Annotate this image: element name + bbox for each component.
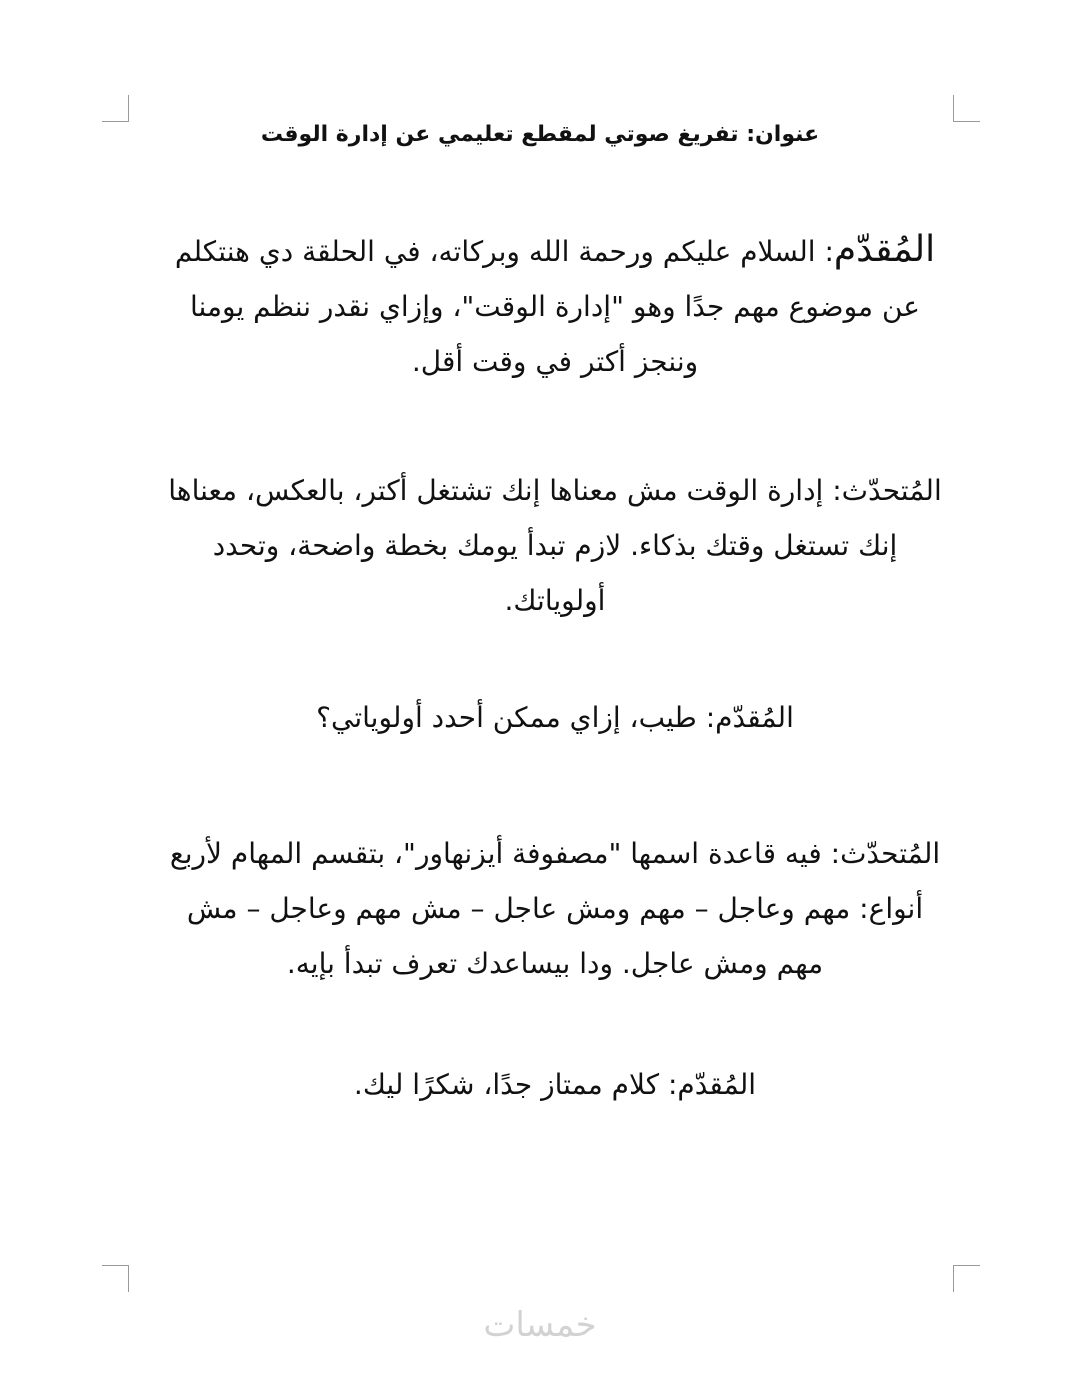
paragraph-text: : فيه قاعدة اسمها "مصفوفة أيزنهاور"، بتقسم المهام لأربع أنواع: مهم وعاجل – مهم ومش عاجل – مش مهم وعاجل – مش مهم ومش عاجل. ودا بيساعدك تعرف تبدأ بإيه. bbox=[169, 837, 924, 980]
speaker-label: المُقدّم bbox=[715, 701, 794, 734]
paragraph-text: : إدارة الوقت مش معناها إنك تشتغل أكتر، بالعكس، معناها إنك تستغل وقتك بذكاء. لازم تبدأ يومك بخطة واضحة، وتحدد أولوياتك. bbox=[168, 474, 898, 617]
transcript-paragraph bbox=[160, 826, 950, 991]
paragraph-text: : كلام ممتاز جدًا، شكرًا ليك. bbox=[353, 1068, 678, 1101]
crop-mark-top-right bbox=[953, 95, 980, 122]
transcript-paragraph bbox=[160, 1057, 950, 1112]
transcript-paragraph bbox=[160, 463, 950, 628]
speaker-label: المُقدّم bbox=[677, 1068, 757, 1101]
paragraph-text: : طيب، إزاي ممكن أحدد أولوياتي؟ bbox=[316, 701, 716, 734]
transcript-paragraph bbox=[160, 690, 950, 745]
speaker-label: المُتحدّث bbox=[841, 474, 942, 507]
speaker-label: المُتحدّث bbox=[840, 837, 941, 870]
watermark-logo: خمسات bbox=[483, 1305, 597, 1345]
crop-mark-bottom-right bbox=[953, 1265, 980, 1292]
speaker-label: المُقدّم bbox=[833, 229, 936, 270]
transcript-paragraph bbox=[160, 222, 950, 389]
crop-mark-top-left bbox=[102, 95, 129, 122]
document-title: عنوان: تفريغ صوتي لمقطع تعليمي عن إدارة الوقت bbox=[260, 122, 820, 147]
paragraph-text: : السلام عليكم ورحمة الله وبركاته، في الحلقة دي هنتكلم عن موضوع مهم جدًا وهو "إدارة الوقت"، وإزاي نقدر ننظم يومنا وننجز أكتر في وقت أقل. bbox=[174, 235, 920, 378]
crop-mark-bottom-left bbox=[102, 1265, 129, 1292]
